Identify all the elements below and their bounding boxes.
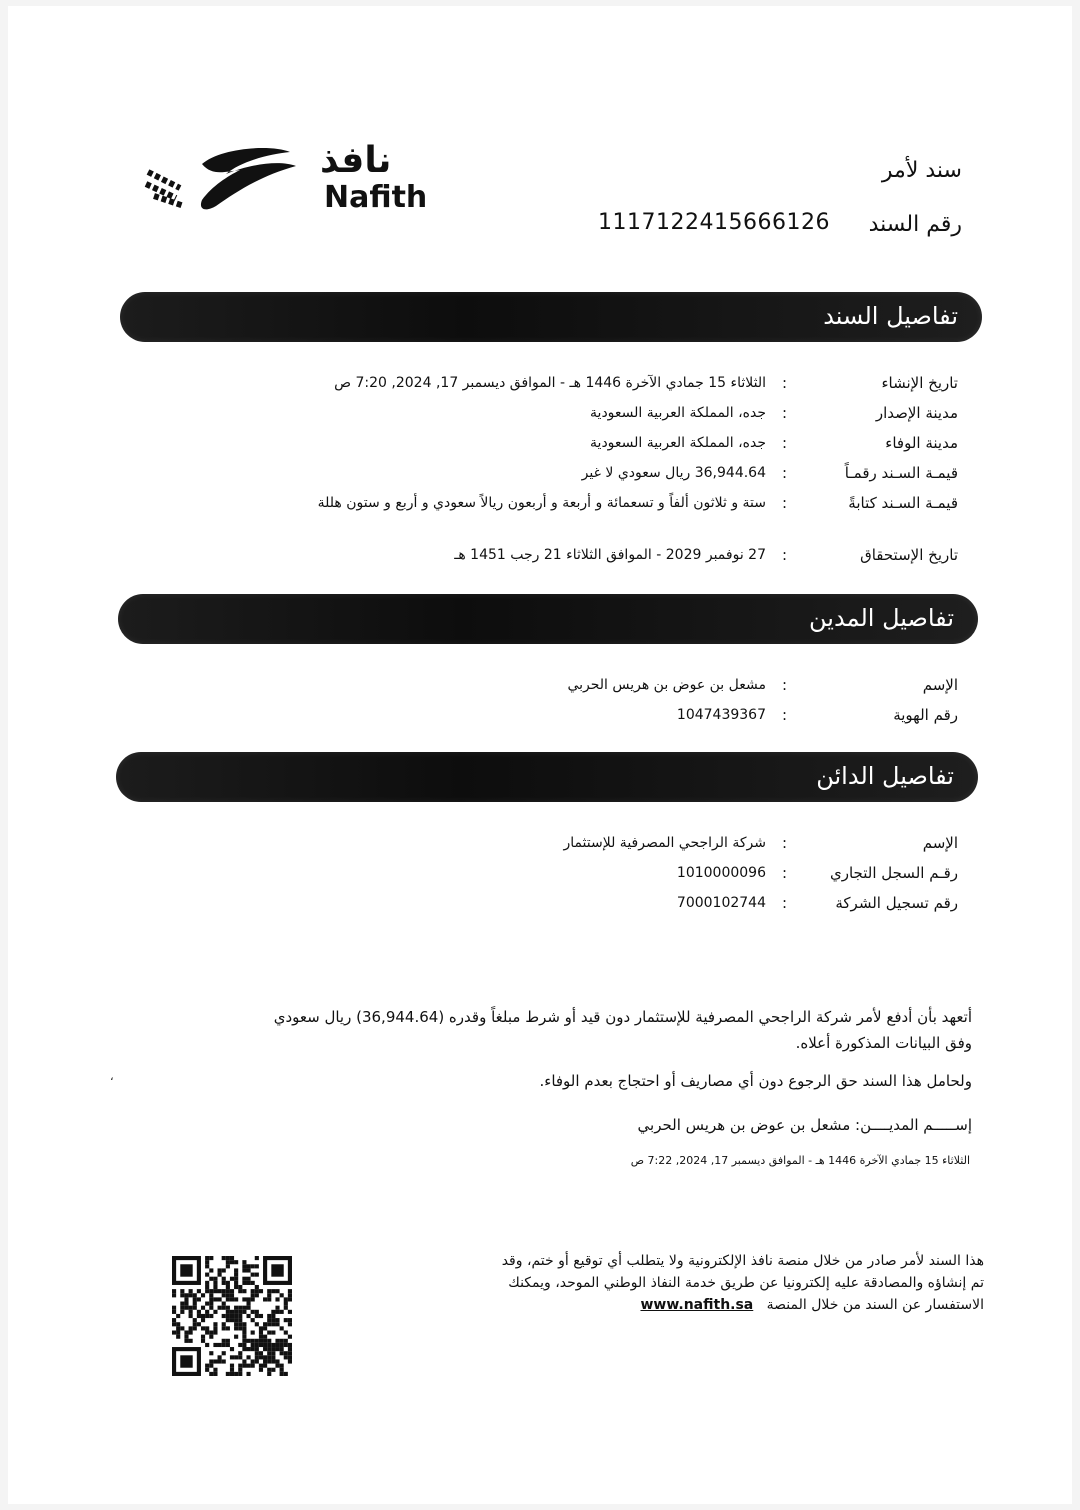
footer-line-3 [344, 1294, 984, 1316]
field-value: 1047439367 [676, 707, 766, 723]
nafith-logo [140, 142, 440, 222]
bond-number-label: رقم السند [868, 212, 962, 237]
qr-code-icon [172, 1256, 292, 1376]
section-bar-bond [120, 292, 982, 342]
pledge-debtor-name: إســـــم المديــــن: مشعل بن عوض بن هريس الحربي [637, 1116, 972, 1134]
field-label: رقـم السجل التجاري [830, 864, 958, 882]
field-separator: : [782, 374, 788, 392]
field-separator: : [782, 494, 788, 512]
field-value: ستة و ثلاثون ألفاً و تسعمائة و أربعة و أربعون ريالاً سعودي و أربع و ستون هللة [317, 495, 766, 511]
field-label: رقم تسجيل الشركة [835, 894, 958, 912]
section-title-creditor: تفاصيل الدائن [816, 762, 954, 790]
nafith-website-link[interactable]: www.nafith.sa [640, 1297, 754, 1313]
field-label: الإسم [922, 834, 958, 852]
field-value: جده، المملكة العربية السعودية [590, 405, 766, 421]
field-label: رقم الهوية [893, 706, 958, 724]
field-label: الإسم [922, 676, 958, 694]
stray-mark: ، [110, 1070, 114, 1083]
field-label: مدينة الإصدار [875, 404, 958, 422]
field-separator: : [782, 894, 788, 912]
section-bar-creditor [116, 752, 978, 802]
field-separator: : [782, 834, 788, 852]
field-separator: : [782, 706, 788, 724]
field-label: تاريخ الإنشاء [881, 374, 958, 392]
pledge-timestamp: الثلاثاء 15 جمادي الآخرة 1446 هـ - الموافق ديسمبر 17, 2024, 7:22 ص [630, 1154, 970, 1167]
field-separator: : [782, 546, 788, 564]
field-label: قيمـة السـند كتابةً [848, 494, 958, 512]
section-bar-debtor [118, 594, 978, 644]
field-value: مشعل بن عوض بن هريس الحربي [567, 677, 766, 693]
document-title: سند لأمر [881, 158, 962, 183]
pledge-line-2: وفق البيانات المذكورة أعلاه. [795, 1034, 972, 1052]
nafith-logo-icon [140, 142, 300, 222]
footer-line-3-text: الاستفسار عن السند من خلال المنصة [766, 1297, 984, 1313]
field-label: قيمـة السـند رقمـاً [844, 464, 958, 482]
field-value: جده، المملكة العربية السعودية [590, 435, 766, 451]
field-separator: : [782, 434, 788, 452]
field-separator: : [782, 676, 788, 694]
pledge-line-3: ولحامل هذا السند حق الرجوع دون أي مصاريف أو احتجاج بعدم الوفاء. [539, 1072, 972, 1090]
footer-line-2: تم إنشاؤه والمصادقة عليه إلكترونيا عن طريق خدمة النفاذ الوطني الموحد، ويمكنك [508, 1275, 984, 1291]
field-label: مدينة الوفاء [885, 434, 958, 452]
field-separator: : [782, 404, 788, 422]
field-label: تاريخ الإستحقاق [860, 546, 958, 564]
field-value: 7000102744 [676, 895, 766, 911]
section-title-bond: تفاصيل السند [823, 302, 958, 330]
field-value: الثلاثاء 15 جمادي الآخرة 1446 هـ - الموافق ديسمبر 17, 2024, 7:20 ص [334, 375, 766, 391]
field-value: 1010000096 [676, 865, 766, 881]
bond-number-value: 1117122415666126 [598, 210, 830, 235]
footer-line-1: هذا السند لأمر صادر من خلال منصة نافذ الإلكترونية ولا يتطلب أي توقيع أو ختم، وقد [501, 1253, 984, 1269]
logo-arabic: نافذ [320, 140, 392, 181]
field-separator: : [782, 464, 788, 482]
section-title-debtor: تفاصيل المدين [809, 604, 954, 632]
field-value: شركة الراجحي المصرفية للإستثمار [563, 835, 766, 851]
field-separator: : [782, 864, 788, 882]
pledge-line-1: أتعهد بأن أدفع لأمر شركة الراجحي المصرفية للإستثمار دون قيد أو شرط مبلغاً وقدره (36,944.64) ريال سعودي [273, 1008, 972, 1026]
field-value: 27 نوفمبر 2029 - الموافق الثلاثاء 21 رجب 1451 هـ [454, 547, 766, 563]
document-page [8, 6, 1072, 1504]
logo-latin: Nafith [324, 180, 428, 215]
field-value: 36,944.64 ريال سعودي لا غير [581, 465, 766, 481]
